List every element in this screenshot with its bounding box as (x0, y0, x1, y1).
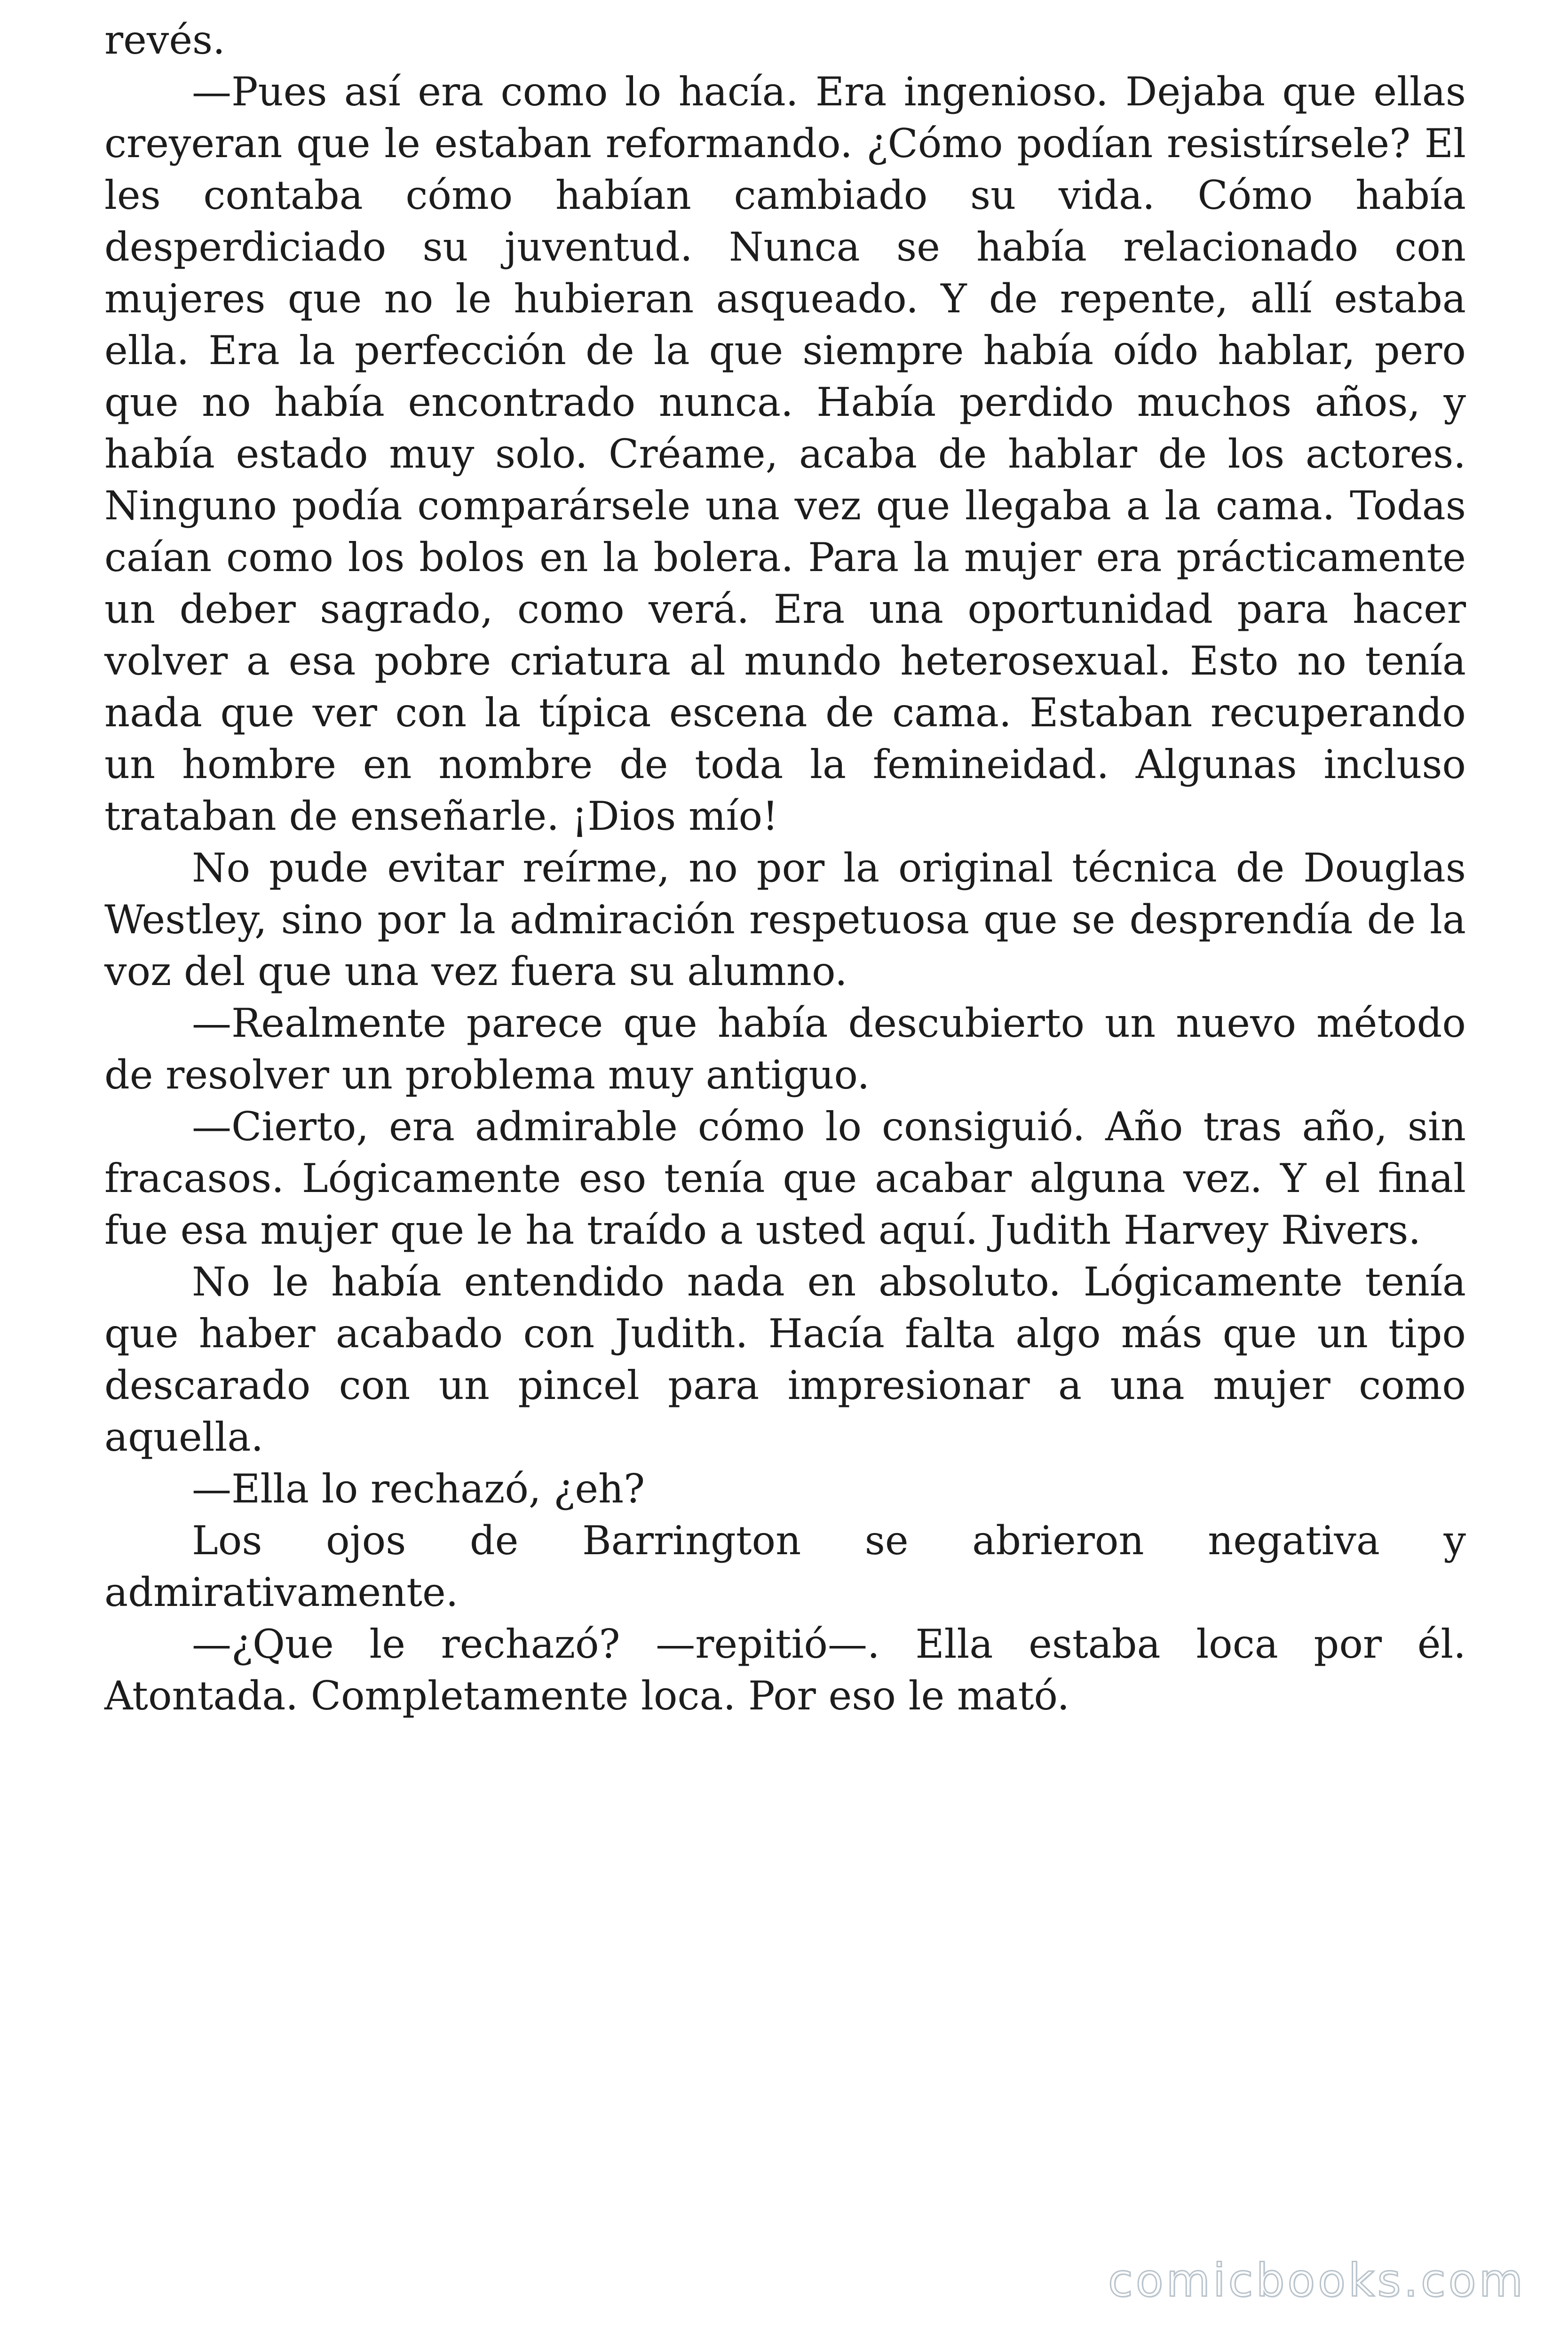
paragraph-continuation: revés. (104, 17, 225, 63)
paragraph-narration-laugh: No pude evitar reírme, no por la original técnica de Douglas Westley, sino por la admiración respetuosa que se desprendía de la voz del que una vez fuera su alumno. (104, 845, 1466, 994)
paragraph-dialogue-she-killed-him: —¿Que le rechazó? —repitió—. Ella estaba loca por él. Atontada. Completamente loca. Por eso le mató. (104, 1621, 1466, 1719)
paragraph-dialogue-judith: —Cierto, era admirable cómo lo consiguió. Año tras año, sin fracasos. Lógicamente eso tenía que acabar alguna vez. Y el final fue esa mujer que le ha traído a usted aquí. Judith Harvey Rivers. (104, 1104, 1466, 1253)
book-page (104, 14, 1466, 1722)
paragraph-narration-barrington-eyes: Los ojos de Barrington se abrieron negativa y admirativamente. (104, 1518, 1466, 1615)
watermark-logo: comicbooks.com (1108, 2254, 1526, 2307)
paragraph-dialogue-westley-method: —Pues así era como lo hacía. Era ingenioso. Dejaba que ellas creyeran que le estaban reformando. ¿Cómo podían resistírsele? El les contaba cómo habían cambiado su vida. Cómo había desperdiciado su juventud. Nunca se había relacionado con mujeres que no le hubieran asqueado. Y de repente, allí estaba ella. Era la perfección de la que siempre había oído hablar, pero que no había encontrado nunca. Había perdido muchos años, y había estado muy solo. Créame, acaba de hablar de los actores. Ninguno podía comparársele una vez que llegaba a la cama. Todas caían como los bolos en la bolera. Para la mujer era prácticamente un deber sagrado, como verá. Era una oportunidad para hacer volver a esa pobre criatura al mundo heterosexual. Esto no tenía nada que ver con la típica escena de cama. Estaban recuperando un hombre en nombre de toda la femineidad. Algunas incluso trataban de enseñarle. ¡Dios mío! (104, 69, 1466, 839)
paragraph-dialogue-rejected: —Ella lo rechazó, ¿eh? (192, 1466, 645, 1512)
paragraph-narration-misunderstood: No le había entendido nada en absoluto. Lógicamente tenía que haber acabado con Judith. Hacía falta algo más que un tipo descarado con un pincel para impresionar a una mujer como aquella. (104, 1259, 1466, 1460)
paragraph-dialogue-new-method: —Realmente parece que había descubierto un nuevo método de resolver un problema muy antiguo. (104, 1000, 1466, 1098)
